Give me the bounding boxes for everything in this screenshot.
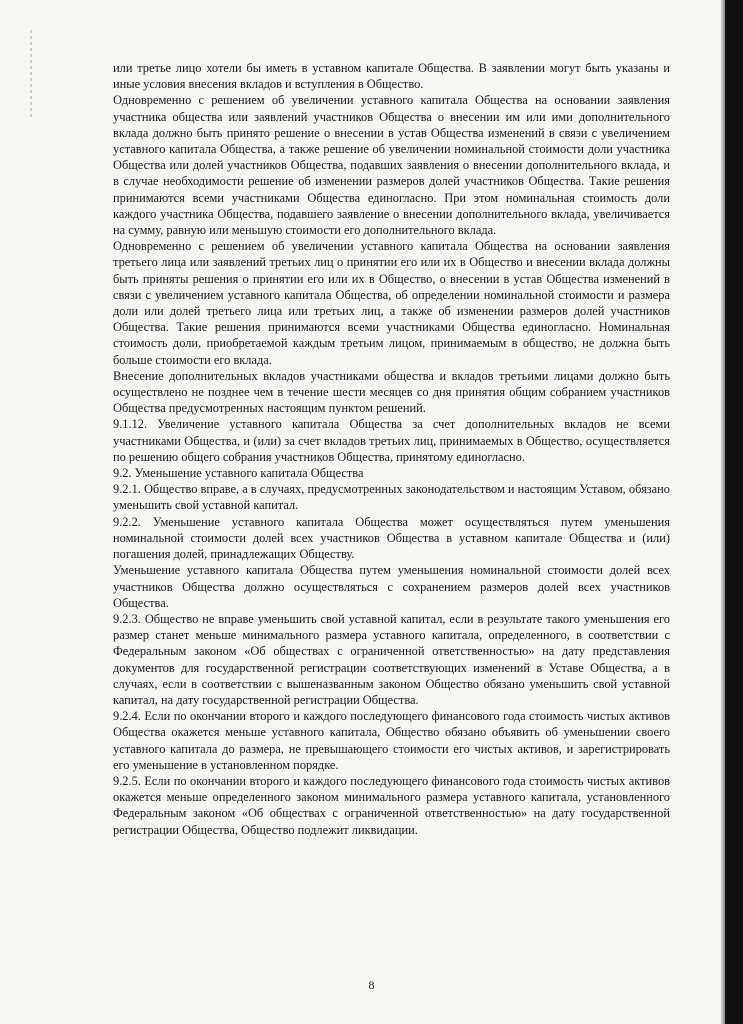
paragraph-4: Внесение дополнительных вкладов участниками общества и вкладов третьими лицами должно быть осуществлено не позднее чем в течение шести месяцев со дня принятия общим собранием участников Общества предусмотренных настоящим пунктом решений. (113, 368, 670, 416)
scan-margin-mark (30, 30, 32, 120)
section-heading: 9.2. Уменьшение уставного капитала Общества (113, 466, 364, 481)
paragraph-9: Уменьшение уставного капитала Общества путем уменьшения номинальной стоимости долей всех участников Общества должно осуществляться с сохранением размеров долей всех участников Общества. (113, 563, 670, 610)
paragraph-7: 9.2.1. Общество вправе, а в случаях, предусмотренных законодательством и настоящим Уставом, обязано уменьшить свой уставной капитал. (113, 482, 670, 513)
paragraph-1: или третье лицо хотели бы иметь в уставном капитале Общества. В заявлении могут быть указаны и иные условия внесения вкладов и вступления в Общество. (113, 61, 670, 92)
paragraph-2: Одновременно с решением об увеличении уставного капитала Общества на основании заявления участника общества или заявлений участников Общества о внесении им или ими дополнительного вклада должно быть принято решение о внесении в устав Общества изменений в связи с увеличением уставного капитала Общества, а также решение об увеличении номинальной стоимости доли участника Общества или долей участников Общества, подавших заявления о внесении дополнительного вклада, и в случае необходимости решение об изменении размеров долей участников Общества. Такие решения принимаются всеми участниками Общества единогласно. При этом номинальная стоимость доли каждого участника Общества, подавшего заявление о внесении дополнительного вклада, увеличивается на сумму, равную или меньшую стоимости его дополнительного вклада. (113, 93, 670, 238)
paragraph-8: 9.2.2. Уменьшение уставного капитала Общества может осуществляться путем уменьшения номинальной стоимости долей всех участников Общества в уставном капитале Общества и (или) погашения долей, принадлежащих Обществу. (113, 514, 670, 562)
paragraph-10: 9.2.3. Общество не вправе уменьшить свой уставной капитал, если в результате такого уменьшения его размер станет меньше минимального размера уставного капитала, определенного, в соответствии с Федеральным законом «Об обществах с ограниченной ответственностью» на дату представления документов для государственной регистрации соответствующих изменений в Уставе Общества, а в случаях, если в соответствии с вышеназванным законом Общество обязано уменьшить свой уставной капитал, на дату государственной регистрации Общества. (113, 611, 670, 707)
paragraph-3: Одновременно с решением об увеличении уставного капитала Общества на основании заявления третьего лица или заявлений третьих лиц о принятии его или их в Общество и внесении вклада должны быть приняты решения о принятии его или их в Общество, о внесении в устав Общества изменений в связи с увеличением уставного капитала Общества, об определении номинальной стоимости и размера доли или долей третьего лица или третьих лиц, а также об изменении размеров долей участников Общества. Такие решения принимаются всеми участниками Общества единогласно. Номинальная стоимость доли, приобретаемой каждым третьим лицом, принимаемым в общество, не должна быть больше стоимости его вклада. (113, 239, 670, 367)
paragraph-11: 9.2.4. Если по окончании второго и каждого последующего финансового года стоимость чистых активов Общества окажется меньше уставного капитала, Общество обязано объявить об уменьшении своего уставного капитала до размера, не превышающего стоимости его чистых активов, и зарегистрировать его уменьшение в установленном порядке. (113, 709, 670, 772)
document-body (113, 60, 670, 838)
scan-edge (725, 0, 743, 1024)
page-number: 8 (368, 978, 375, 992)
paragraph-12: 9.2.5. Если по окончании второго и каждого последующего финансового года стоимость чистых активов окажется меньше определенного законом минимального размера уставного капитала, установленного Федеральным законом «Об обществах с ограниченной ответственностью» на дату государственной регистрации Общества, Общество подлежит ликвидации. (113, 773, 670, 837)
paragraph-5: 9.1.12. Увеличение уставного капитала Общества за счет дополнительных вкладов не всеми участниками Общества, и (или) за счет вкладов третьих лиц, принимаемых в Общество, осуществляется по решению общего собрания участников Общества, принятому единогласно. (113, 417, 670, 464)
